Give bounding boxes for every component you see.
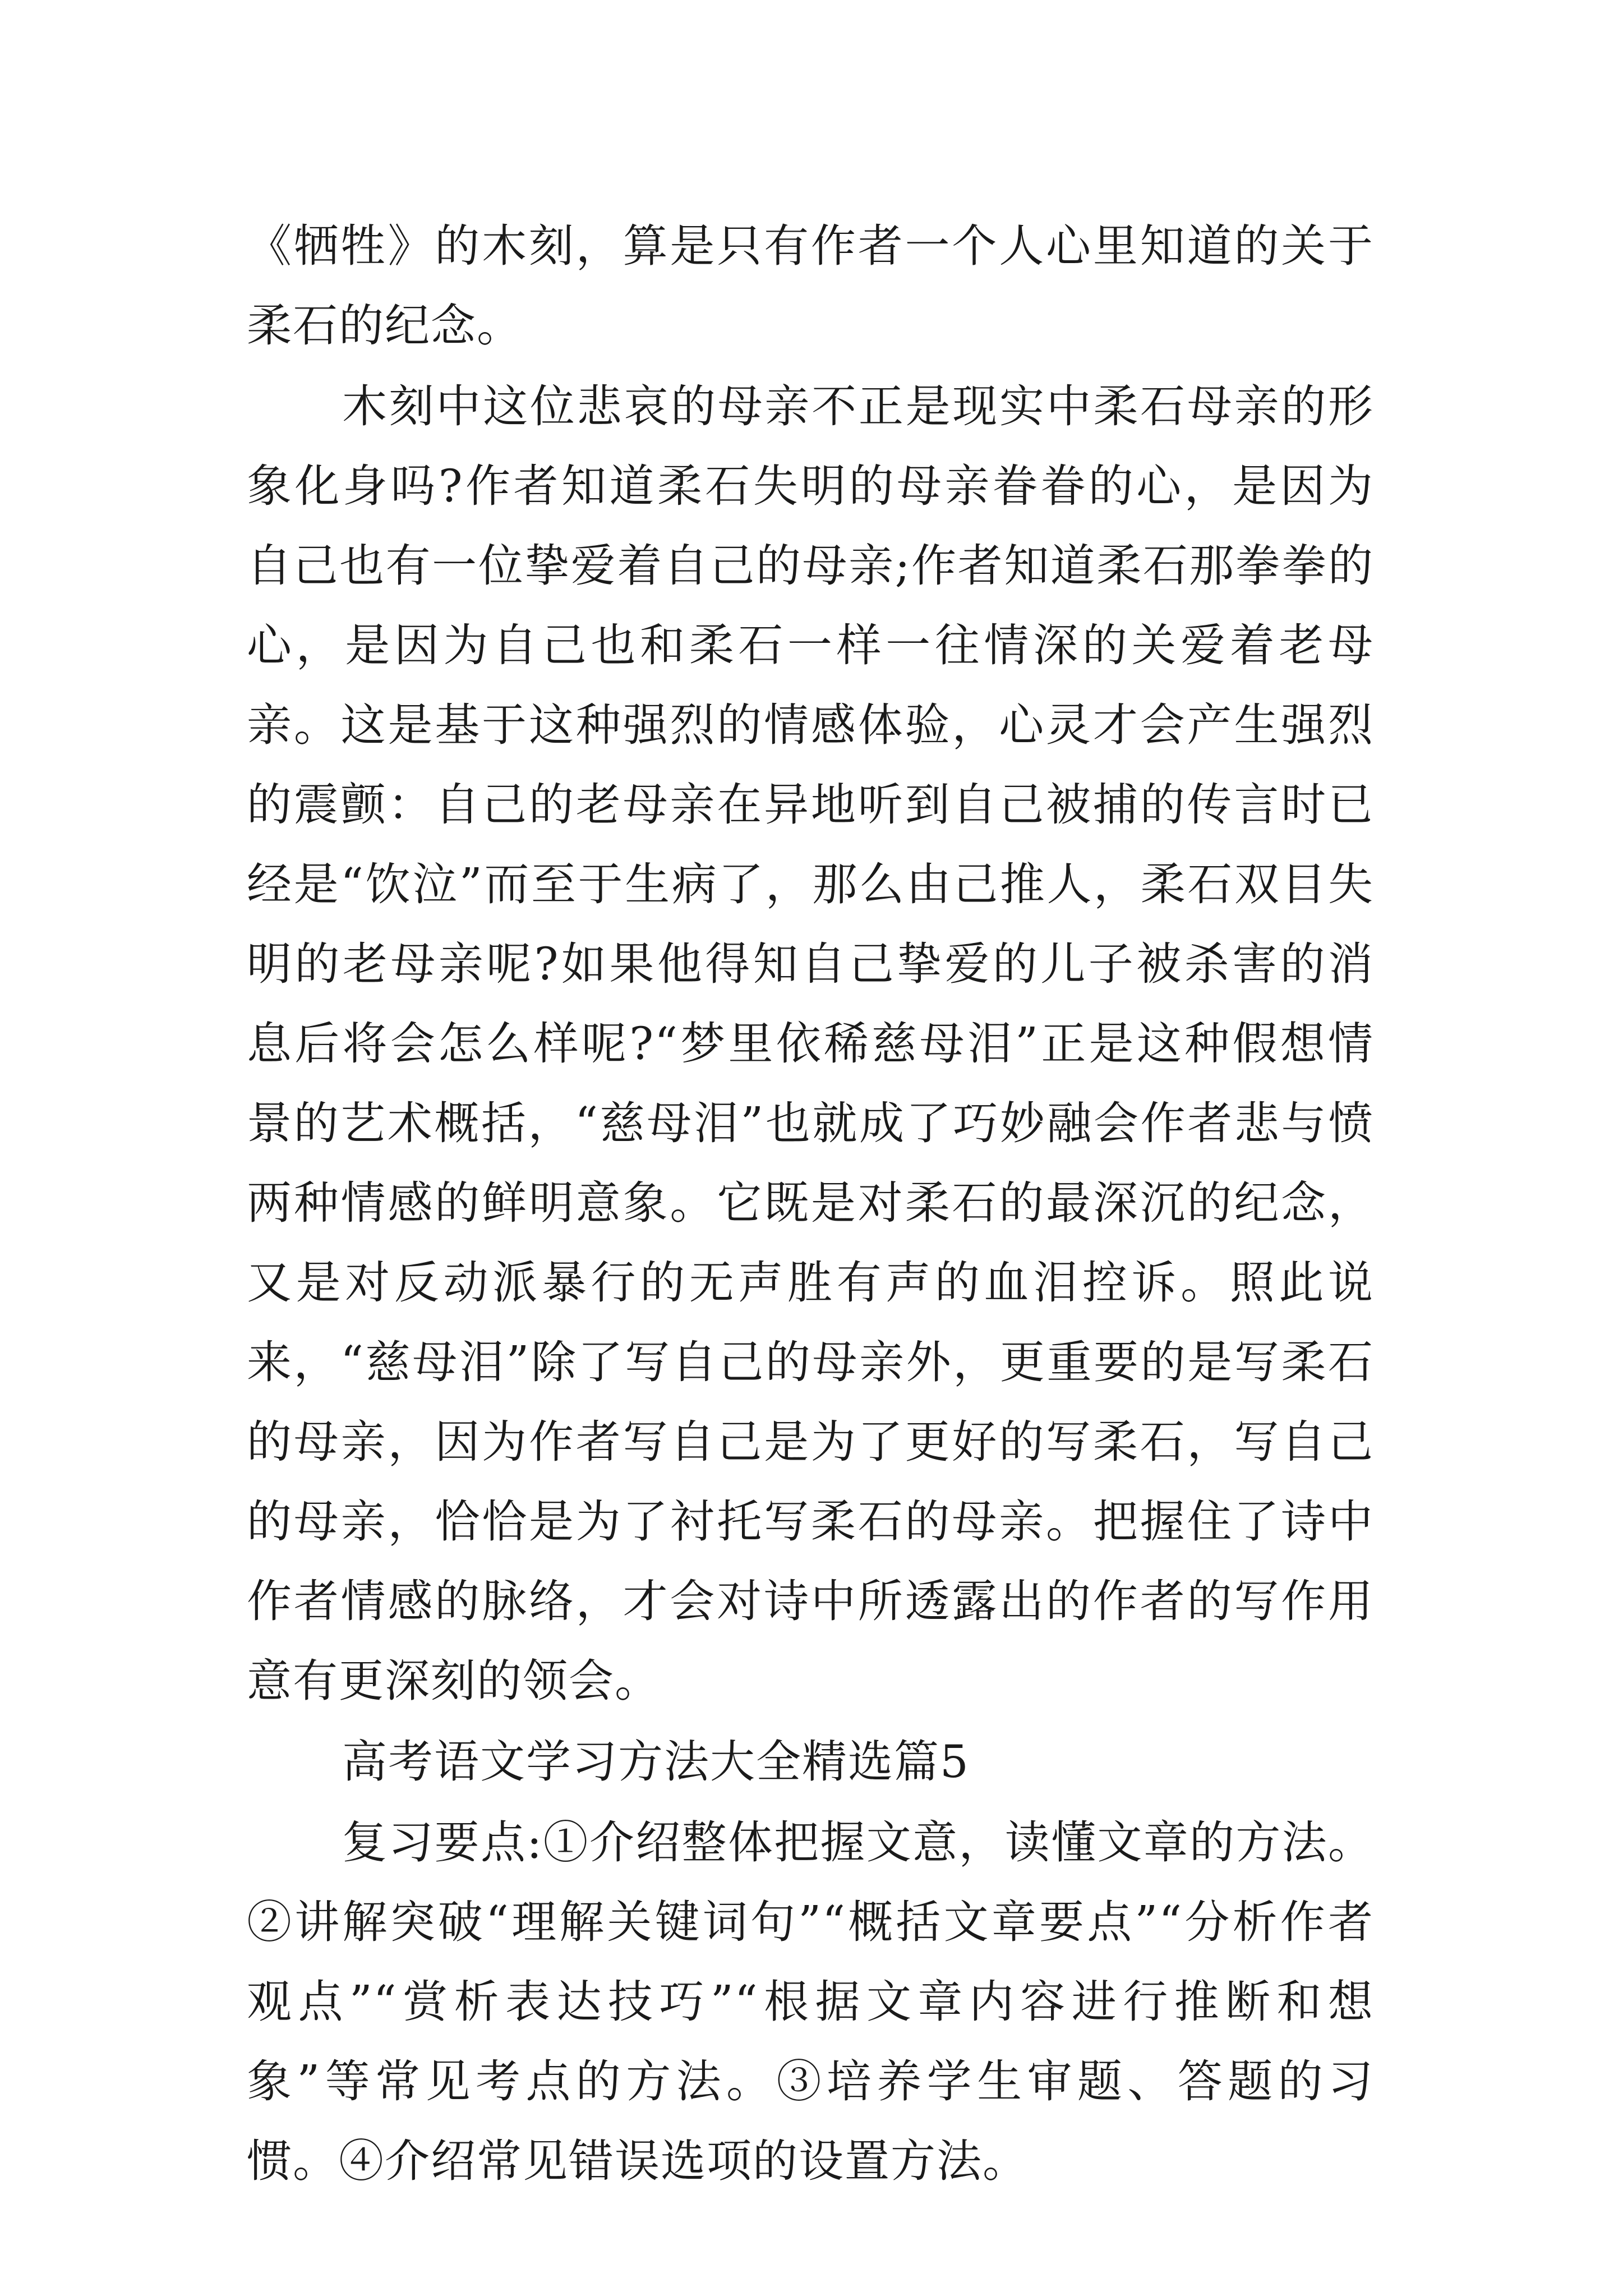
paragraph-review-points: 复习要点:①介绍整体把握文意，读懂文章的方法。②讲解突破“理解关键词句”“概括文章要点”“分析作者观点”“赏析表达技巧”“根据文章内容进行推断和想象”等常见考点的方法。③培养学生审题、答题的习惯。④介绍常见错误选项的设置方法。 — [247, 1816, 1374, 2187]
paragraph-2: 木刻中这位悲哀的母亲不正是现实中柔石母亲的形象化身吗?作者知道柔石失明的母亲眷眷的心，是因为自己也有一位挚爱着自己的母亲;作者知道柔石那拳拳的心，是因为自己也和柔石一样一往情深的关爱着老母亲。这是基于这种强烈的情感体验，心灵才会产生强烈的震颤：自己的老母亲在异地听到自己被捕的传言时已经是“饮泣”而至于生病了，那么由己推人，柔石双目失明的老母亲呢?如果他得知自己挚爱的儿子被杀害的消息后将会怎么样呢?“梦里依稀慈母泪”正是这种假想情景的艺术概括，“慈母泪”也就成了巧妙融会作者悲与愤两种情感的鲜明意象。它既是对柔石的最深沉的纪念，又是对反动派暴行的无声胜有声的血泪控诉。照此说来，“慈母泪”除了写自己的母亲外，更重要的是写柔石的母亲，因为作者写自己是为了更好的写柔石，写自己的母亲，恰恰是为了衬托写柔石的母亲。把握住了诗中作者情感的脉络，才会对诗中所透露出的作者的写作用意有更深刻的领会。 — [247, 380, 1374, 1707]
document-body — [247, 206, 1374, 2202]
section-heading: 高考语文学习方法大全精选篇5 — [342, 1736, 970, 1788]
paragraph-1: 《牺牲》的木刻，算是只有作者一个人心里知道的关于柔石的纪念。 — [247, 220, 1374, 352]
